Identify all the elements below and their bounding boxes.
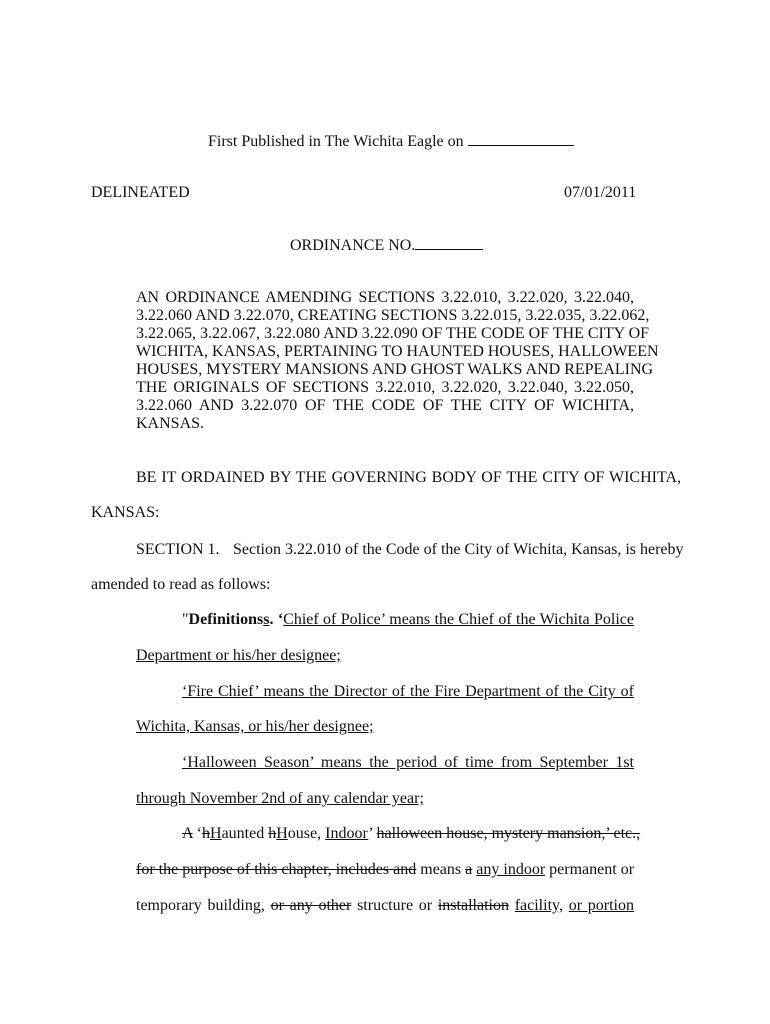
title-line: 3.22.060 AND 3.22.070, CREATING SECTIONS 3.22.015, 3.22.035, 3.22.062, <box>136 307 650 324</box>
definition-chief-of-police-continued: Department or his/her designee; <box>136 647 341 664</box>
definition-halloween-season-continued: through November 2nd of any calendar year; <box>136 790 424 807</box>
section-1-text: Section 3.22.010 of the Code of the City of Wichita, Kansas, is hereby <box>233 541 684 558</box>
published-date-blank <box>468 131 574 146</box>
definitions-heading: Definitionss. <box>188 611 274 628</box>
ordained-line: BE IT ORDAINED BY THE GOVERNING BODY OF THE CITY OF WICHITA, <box>136 469 681 486</box>
status-label: DELINEATED <box>91 184 190 201</box>
definition-haunted-house-line-3: temporary building, or any other structure or installation facility, or portion <box>136 897 634 914</box>
definition-haunted-house-line-2: for the purpose of this chapter, includes and means a any indoor permanent or <box>136 861 635 878</box>
ordinance-number <box>290 235 483 256</box>
title-line: HOUSES, MYSTERY MANSIONS AND GHOST WALKS AND REPEALING <box>136 361 654 378</box>
definition-haunted-house: A ‘hHaunted hHouse, Indoor’ halloween house, mystery mansion,’ etc., <box>182 825 641 842</box>
title-line: 3.22.065, 3.22.067, 3.22.080 AND 3.22.090 OF THE CODE OF THE CITY OF <box>136 325 650 342</box>
definition-halloween-season: ‘Halloween Season’ means the period of time from September 1st <box>182 754 634 771</box>
section-1-text-continued: amended to read as follows: <box>91 576 271 593</box>
section-1-label: SECTION 1. <box>136 541 220 558</box>
title-line: AN ORDINANCE AMENDING SECTIONS 3.22.010, 3.22.020, 3.22.040, <box>136 289 634 306</box>
published-label: First Published in The Wichita Eagle on <box>208 133 464 150</box>
title-line: WICHITA, KANSAS, PERTAINING TO HAUNTED HOUSES, HALLOWEEN <box>136 343 659 360</box>
definition-fire-chief-continued: Wichita, Kansas, or his/her designee; <box>136 718 374 735</box>
ordinance-number-blank <box>415 235 483 250</box>
ordained-line-continued: KANSAS: <box>91 504 160 521</box>
title-line: THE ORIGINALS OF SECTIONS 3.22.010, 3.22.020, 3.22.040, 3.22.050, <box>136 379 634 396</box>
ordinance-title <box>136 289 659 433</box>
definition-chief-of-police: "Definitionss. ‘Chief of Police’ means the Chief of the Wichita Police <box>182 611 634 628</box>
title-line: 3.22.060 AND 3.22.070 OF THE CODE OF THE CITY OF WICHITA, <box>136 397 634 414</box>
published-line <box>208 131 574 152</box>
definition-fire-chief: ‘Fire Chief’ means the Director of the Fire Department of the City of <box>182 683 634 700</box>
title-line: KANSAS. <box>136 415 205 432</box>
document-date: 07/01/2011 <box>564 184 637 201</box>
ordinance-label: ORDINANCE NO. <box>290 237 416 254</box>
